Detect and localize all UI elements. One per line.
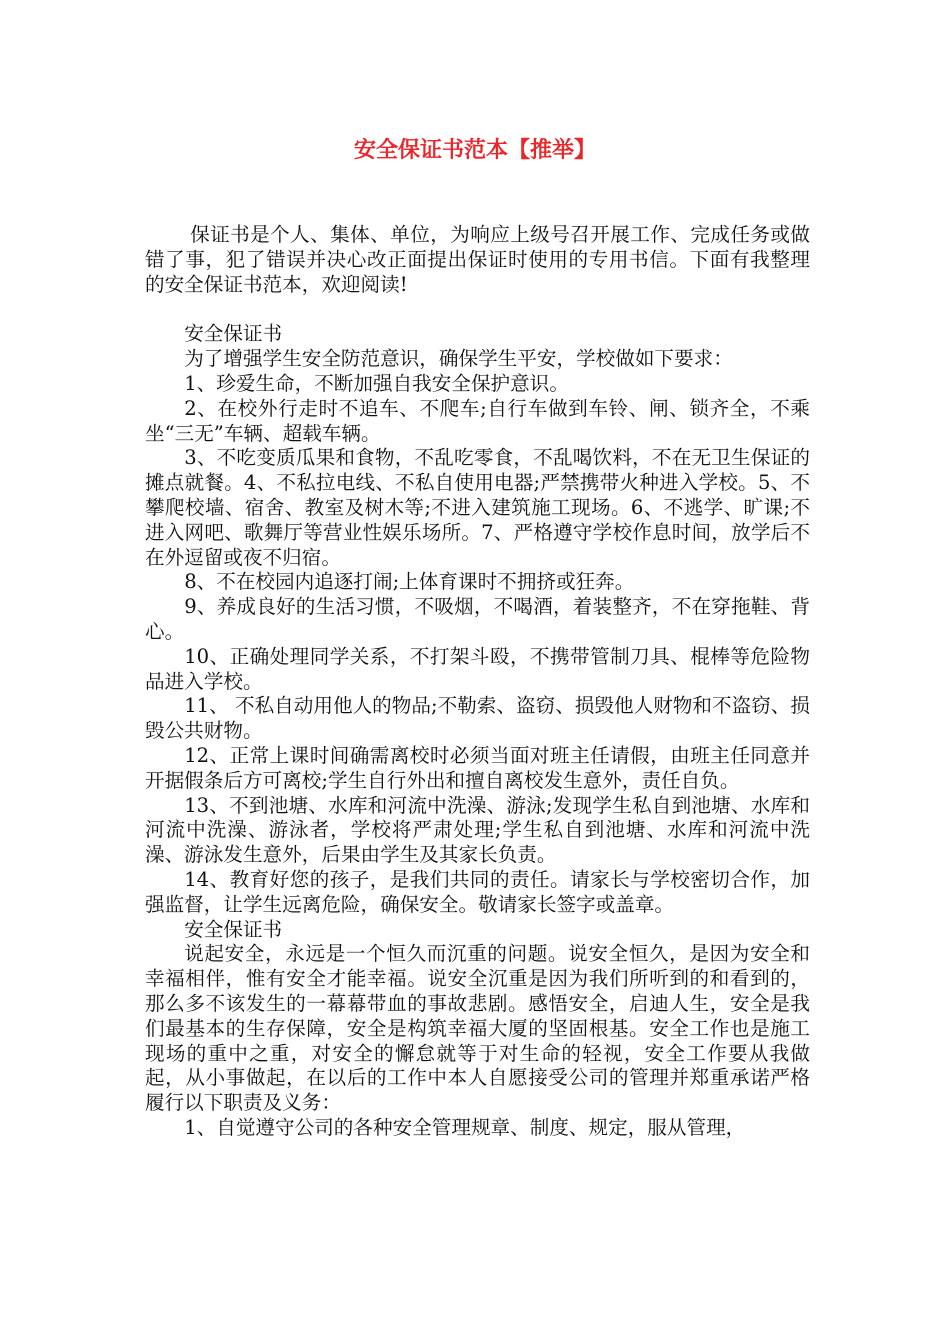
paragraph: 14、教育好您的孩子，是我们共同的责任。请家长与学校密切合作，加强监督，让学生远离危险，确保安全。敬请家长签字或盖章。 <box>145 867 810 916</box>
section-heading: 安全保证书 <box>184 322 283 346</box>
document-title: 安全保证书范本【推举】 <box>353 138 596 163</box>
paragraph-gap <box>145 297 810 322</box>
paragraph: 为了增强学生安全防范意识，确保学生平安，学校做如下要求： <box>184 347 733 371</box>
paragraph: 2、在校外行走时不追车、不爬车;自行车做到车铃、闸、锁齐全，不乘坐“三无”车辆、超载车辆。 <box>145 396 810 445</box>
document-body <box>145 223 810 1141</box>
paragraph: 9、养成良好的生活习惯，不吸烟，不喝酒，着装整齐，不在穿拖鞋、背心。 <box>145 595 810 643</box>
paragraph: 8、不在校园内追逐打闹;上体育课时不拥挤或狂奔。 <box>184 570 635 594</box>
paragraph: 12、正常上课时间确需离校时必须当面对班主任请假，由班主任同意并开据假条后方可离校;学生自行外出和擅自离校发生意外，责任自负。 <box>145 743 810 792</box>
paragraph: 13、不到池塘、水库和河流中洗澡、游泳;发现学生私自到池塘、水库和河流中洗澡、游泳者，学校将严肃处理;学生私自到池塘、水库和河流中洗澡、游泳发生意外，后果由学生及其家长负责。 <box>145 793 810 867</box>
paragraph: 1、珍爱生命，不断加强自我安全保护意识。 <box>184 371 569 395</box>
paragraph: 11、 不私自动用他人的物品;不勒索、盗窃、损毁他人财物和不盗窃、损毁公共财物。 <box>145 694 810 743</box>
intro-paragraph: 保证书是个人、集体、单位，为响应上级号召开展工作、完成任务或做错了事，犯了错误并决心改正面提出保证时使用的专用书信。下面有我整理的安全保证书范本，欢迎阅读! <box>145 223 810 296</box>
paragraph: 1、自觉遵守公司的各种安全管理规章、制度、规定，服从管理， <box>184 1115 746 1139</box>
section-heading: 安全保证书 <box>184 917 283 941</box>
paragraph: 10、正确处理同学关系，不打架斗殴，不携带管制刀具、棍棒等危险物品进入学校。 <box>145 644 810 693</box>
paragraph: 3、不吃变质瓜果和食物，不乱吃零食，不乱喝饮料，不在无卫生保证的摊点就餐。4、不私拉电线、不私自使用电器;严禁携带火种进入学校。5、不攀爬校墙、宿舍、教室及树木等;不进入建筑施工现场。6、不逃学、旷课;不进入网吧、歌舞厅等营业性娱乐场所。7、严格遵守学校作息时间，放学后不在外逗留或夜不归宿。 <box>145 446 810 569</box>
paragraph: 说起安全，永远是一个恒久而沉重的问题。说安全恒久，是因为安全和幸福相伴，惟有安全才能幸福。说安全沉重是因为我们所听到的和看到的，那么多不该发生的一幕幕带血的事故悲剧。感悟安全，启迪人生，安全是我们最基本的生存保障，安全是构筑幸福大厦的坚固根基。安全工作也是施工现场的重中之重，对安全的懈怠就等于对生命的轻视，安全工作要从我做起，从小事做起，在以后的工作中本人自愿接受公司的管理并郑重承诺严格履行以下职责及义务： <box>145 942 810 1115</box>
